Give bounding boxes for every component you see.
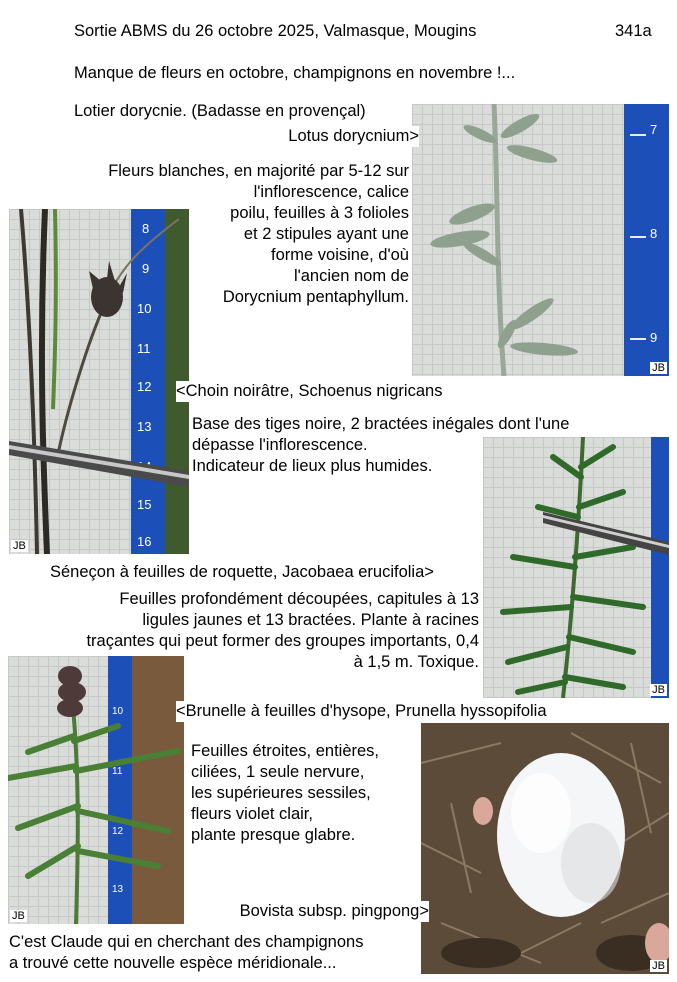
ruler-label: 10: [112, 706, 124, 717]
choin-plant: [9, 209, 189, 554]
ruler-label: 7: [650, 122, 658, 137]
ruler-label: 11: [137, 341, 151, 356]
photo-credit: JB: [13, 540, 26, 552]
ruler-label: 10: [137, 301, 152, 316]
ruler-label: 11: [112, 766, 123, 777]
senecon-photo: [483, 437, 669, 698]
lotier-photo: [412, 104, 669, 376]
ruler-label: 8: [650, 226, 658, 241]
ruler-label: 16: [137, 534, 152, 549]
page-title: Sortie ABMS du 26 octobre 2025, Valmasque, Mougins: [74, 22, 477, 40]
senecon-description: Feuilles profondément découpées, capitules à 13 ligules jaunes et 13 bractées. Plante à racines traçantes qui peut former des groupes importants, 0,4 à 1,5 m. Toxique.: [86, 590, 479, 671]
choin-photo: [9, 209, 189, 554]
brunelle-plant: [8, 656, 184, 924]
photo-credit: JB: [652, 362, 665, 374]
brunelle-photo: [8, 656, 184, 924]
lotier-common-name: Lotier dorycnie. (Badasse en provençal): [74, 102, 366, 120]
brunelle-heading: <Brunelle à feuilles d'hysope, Prunella hyssopifolia: [176, 702, 547, 720]
photo-credit: JB: [12, 910, 25, 922]
ruler-label: 9: [650, 330, 658, 345]
bovista-heading: Bovista subsp. pingpong>: [239, 902, 429, 920]
ruler-label: 13: [112, 884, 124, 895]
lotier-latin-name: Lotus dorycnium>: [288, 127, 419, 145]
bovista-description: C'est Claude qui en cherchant des champignons a trouvé cette nouvelle espèce méridionale...: [9, 933, 364, 972]
page-subtitle: Manque de fleurs en octobre, champignons en novembre !...: [74, 64, 516, 82]
ruler-label: 13: [137, 419, 152, 434]
photo-credit: JB: [652, 684, 665, 696]
photo-credit: JB: [652, 960, 665, 972]
brunelle-description: Feuilles étroites, entières, ciliées, 1 seule nervure, les supérieures sessiles, fleurs violet clair, plante presque glabre.: [191, 742, 380, 844]
ruler-label: 12: [137, 379, 152, 394]
bovista-scene: [421, 723, 669, 974]
lotier-description: Fleurs blanches, en majorité par 5-12 sur l'inflorescence, calice poilu, feuilles à 3 folioles et 2 stipules ayant une forme voisine, d'où l'ancien nom de Dorycnium pentaphyllum.: [108, 162, 409, 306]
choin-description: Base des tiges noire, 2 bractées inégales dont l'une dépasse l'inflorescence. Indicateur de lieux plus humides.: [192, 415, 570, 475]
ruler-label: 8: [142, 221, 150, 236]
page-number: 341a: [615, 22, 652, 40]
senecon-heading: Séneçon à feuilles de roquette, Jacobaea erucifolia>: [50, 563, 434, 581]
senecon-plant: [483, 437, 669, 698]
choin-heading: <Choin noirâtre, Schoenus nigricans: [176, 382, 443, 400]
ruler: [624, 104, 669, 376]
ruler-label: 15: [137, 497, 152, 512]
ruler-label: 12: [112, 826, 124, 837]
ruler-label: 9: [142, 261, 150, 276]
lotier-plant: [412, 104, 624, 376]
bovista-photo: [421, 723, 669, 974]
